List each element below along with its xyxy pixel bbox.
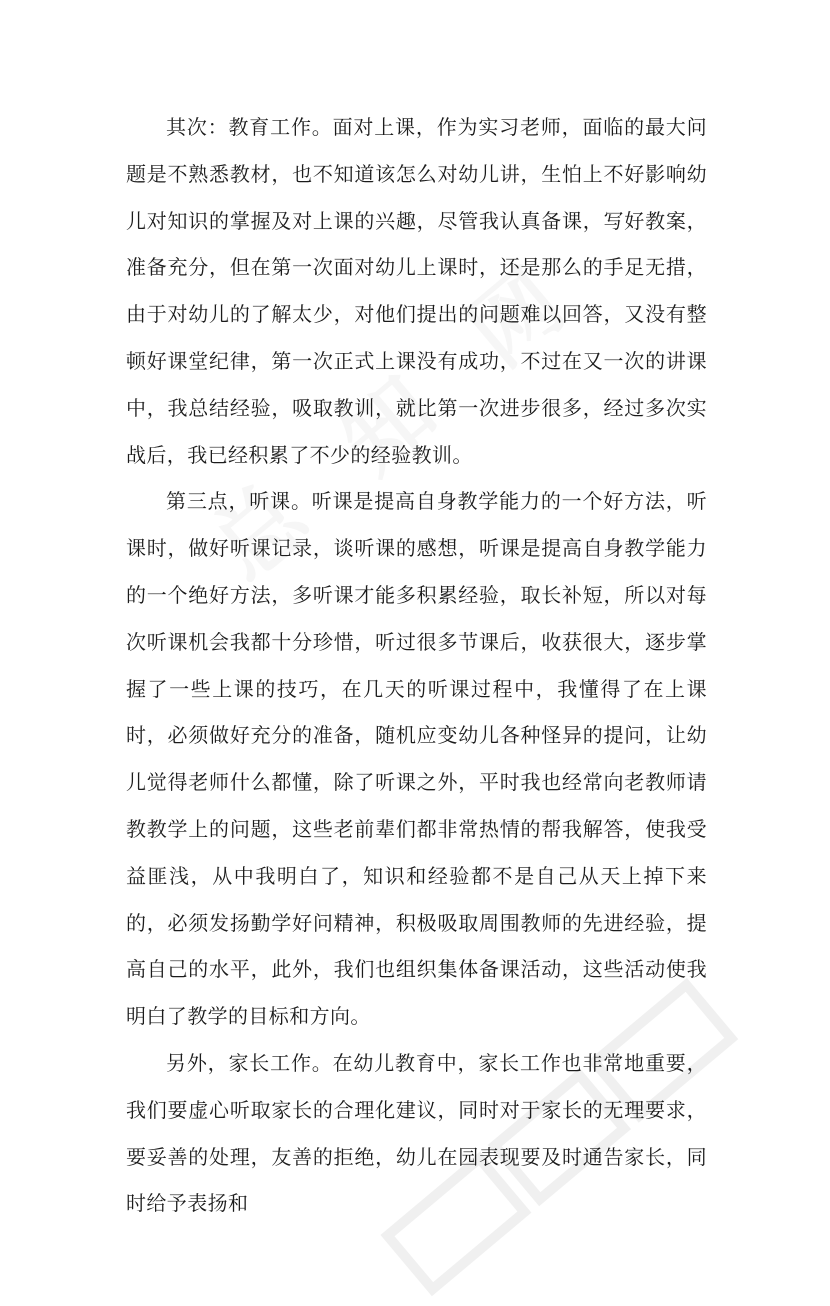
paragraph-lesson-observation: 第三点，听课。听课是提高自身教学能力的一个好方法，听课时，做好听课记录，谈听课的感想，听课是提高自身教学能力的一个绝好方法，多听课才能多积累经验，取长补短，所以对每次听课机会我都十分珍惜，听过很多节课后，收获很大，逐步掌握了一些上课的技巧，在几天的听课过程中，我懂得了在上课时，必须做好充分的准备，随机应变幼儿各种怪异的提问，让幼儿觉得老师什么都懂，除了听课之外，平时我也经常向老教师请教教学上的问题，这些老前辈们都非常热情的帮我解答，使我受益匪浅，从中我明白了，知识和经验都不是自己从天上掉下来的，必须发扬勤学好问精神，积极吸取周围教师的先进经验，提高自己的水平，此外，我们也组织集体备课活动，这些活动使我明白了教学的目标和方向。 (126, 489, 707, 1029)
paragraph-education-work: 其次：教育工作。面对上课，作为实习老师，面临的最大问题是不熟悉教材，也不知道该怎么对幼儿讲，生怕上不好影响幼儿对知识的掌握及对上课的兴趣，尽管我认真备课，写好教案，准备充分，但在第一次面对幼儿上课时，还是那么的手足无措，由于对幼儿的了解太少，对他们提出的问题难以回答，又没有整顿好课堂纪律，第一次正式上课没有成功，不过在又一次的讲课中，我总结经验，吸取教训，就比第一次进步很多，经过多次实战后，我已经积累了不少的经验教训。 (126, 115, 707, 467)
document-body (126, 104, 707, 1227)
paragraph-parent-work: 另外，家长工作。在幼儿教育中，家长工作也非常地重要，我们要虚心听取家长的合理化建议，同时对于家长的无理要求，要妥善的处理，友善的拒绝，幼儿在园表现要及时通告家长，同时给予表扬和 (126, 1050, 707, 1216)
